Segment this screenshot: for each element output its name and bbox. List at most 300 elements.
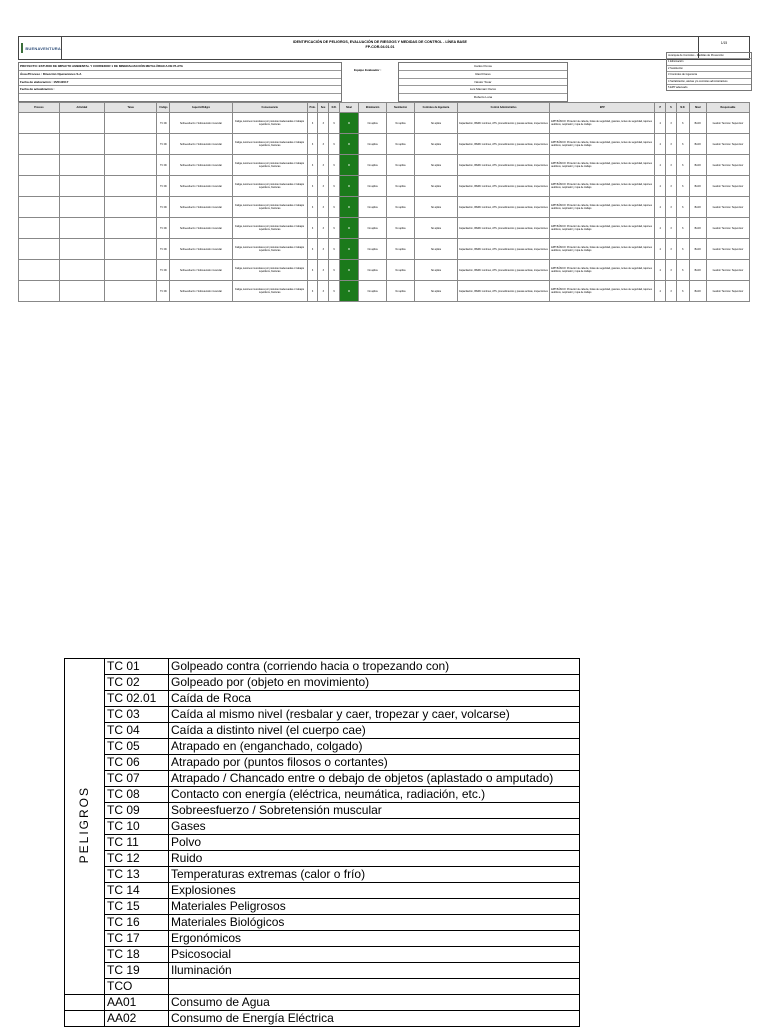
- column-header: Aspecto/Peligro: [170, 103, 232, 113]
- table-cell: 3: [318, 281, 329, 302]
- table-cell: Gestión Técnica / Supervisor: [706, 134, 749, 155]
- table-cell: 6: [676, 218, 689, 239]
- table-cell: 3: [307, 113, 318, 134]
- hazard-description: Atrapado / Chancado entre o debajo de objetos (aplastado o amputado): [169, 771, 580, 787]
- table-cell: 2: [655, 134, 666, 155]
- column-header: Actividad: [59, 103, 104, 113]
- hazard-code-row: [65, 899, 580, 915]
- table-cell: No aplica: [359, 197, 387, 218]
- matrix-sheet: [18, 36, 750, 302]
- table-cell: EPP BÁSICO: Protector de cabeza, botas de seguridad, guantes, lentes de seguridad, tapones auditivos, respirador y ropa de trabajo: [550, 218, 655, 239]
- table-cell: 3: [666, 281, 677, 302]
- column-header: Eliminación: [359, 103, 387, 113]
- hazard-code-row: [65, 931, 580, 947]
- hazard-description: Ruido: [169, 851, 580, 867]
- hazard-code: TC 02.01: [105, 691, 169, 707]
- hazard-code-row: [65, 963, 580, 979]
- table-cell: 6: [676, 260, 689, 281]
- table-cell: 3: [666, 134, 677, 155]
- table-cell: Fatiga, lesiones musculares por posturas inadecuadas o trabajos repetitivos, fracturas: [232, 197, 307, 218]
- table-cell: [19, 134, 60, 155]
- table-cell: BAJO: [689, 197, 706, 218]
- table-cell: No aplica: [414, 113, 457, 134]
- table-cell: 2: [655, 218, 666, 239]
- aspect-description: Consumo de Energía Eléctrica: [169, 1011, 580, 1027]
- table-cell: 6: [676, 113, 689, 134]
- table-cell: Capacitación, IPERC continuo, ATS, procedimientos y pausas activas, inspecciones: [457, 113, 549, 134]
- hazard-code: TC 02: [105, 675, 169, 691]
- table-cell: 2: [655, 197, 666, 218]
- legend-line: 5 EPP adecuado: [668, 85, 688, 89]
- table-cell: Sobreesfuerzo / Sobretensión muscular: [170, 218, 232, 239]
- aspects-group-cell: [65, 1011, 105, 1027]
- hazard-code-row: [65, 819, 580, 835]
- table-cell: M: [339, 260, 358, 281]
- evaluator: Raúl Flores: [399, 71, 567, 79]
- table-cell: [104, 260, 157, 281]
- table-cell: M: [339, 155, 358, 176]
- hazard-code: TC 14: [105, 883, 169, 899]
- legend-line: 2 Sustitución: [667, 66, 751, 72]
- table-cell: [59, 218, 104, 239]
- table-cell: No aplica: [387, 281, 415, 302]
- table-cell: Fatiga, lesiones musculares por posturas inadecuadas o trabajos repetitivos, fracturas: [232, 176, 307, 197]
- table-cell: 6: [676, 197, 689, 218]
- hazard-description: Caída de Roca: [169, 691, 580, 707]
- table-cell: [104, 197, 157, 218]
- hazard-code-row: [65, 867, 580, 883]
- control-hierarchy-legend: [666, 52, 752, 91]
- column-header: N.R.: [676, 103, 689, 113]
- hazard-code-row: [65, 803, 580, 819]
- table-cell: BAJO: [689, 176, 706, 197]
- aspect-code-row: [65, 1011, 580, 1027]
- table-cell: Fatiga, lesiones musculares por posturas inadecuadas o trabajos repetitivos, fracturas: [232, 239, 307, 260]
- table-cell: Capacitación, IPERC continuo, ATS, procedimientos y pausas activas, inspecciones: [457, 176, 549, 197]
- hazard-description: Atrapado por (puntos filosos o cortantes): [169, 755, 580, 771]
- meta-project: PROYECTO: ESTUDIO DE IMPACTO AMBIENTAL Y CORREDOR 1 DE MINERALIZACIÓN METALÚRGICA DE PLATA: [19, 63, 341, 71]
- title-line-1: IDENTIFICACIÓN DE PELIGROS, EVALUACIÓN DE RIESGOS Y MEDIDAS DE CONTROL - LÍNEA BASE: [293, 40, 467, 44]
- aspect-code: AA02: [105, 1011, 169, 1027]
- table-cell: 3: [318, 134, 329, 155]
- meta-updated: Fecha de actualización :: [19, 86, 341, 94]
- hazard-code: TC 11: [105, 835, 169, 851]
- evaluator: Néstor Tovar: [399, 79, 567, 87]
- table-cell: 3: [307, 176, 318, 197]
- column-header: Prob.: [307, 103, 318, 113]
- table-cell: 3: [307, 218, 318, 239]
- company-logo: [19, 37, 62, 59]
- hazard-code: TCO: [105, 979, 169, 995]
- table-cell: Sobreesfuerzo / Sobretensión muscular: [170, 281, 232, 302]
- column-header: Nivel: [339, 103, 358, 113]
- table-cell: No aplica: [387, 134, 415, 155]
- aspect-code-row: [65, 995, 580, 1011]
- table-cell: Gestión Técnica / Supervisor: [706, 281, 749, 302]
- legend-line: Jerarquía de Controles - Medidas de Prevención: [667, 53, 751, 59]
- hazard-code: TC 13: [105, 867, 169, 883]
- legend-line: 3 Controles de Ingeniería: [667, 72, 751, 78]
- table-cell: Capacitación, IPERC continuo, ATS, procedimientos y pausas activas, inspecciones: [457, 155, 549, 176]
- table-cell: BAJO: [689, 239, 706, 260]
- hazard-code-row: [65, 707, 580, 723]
- table-cell: Gestión Técnica / Supervisor: [706, 239, 749, 260]
- hazard-code: TC 18: [105, 947, 169, 963]
- table-cell: 2: [655, 239, 666, 260]
- table-cell: Capacitación, IPERC continuo, ATS, procedimientos y pausas activas, inspecciones: [457, 197, 549, 218]
- table-cell: TC 09: [157, 176, 170, 197]
- table-cell: EPP BÁSICO: Protector de cabeza, botas de seguridad, guantes, lentes de seguridad, tapones auditivos, respirador y ropa de trabajo: [550, 260, 655, 281]
- table-cell: No aplica: [359, 218, 387, 239]
- table-cell: No aplica: [359, 281, 387, 302]
- table-cell: TC 09: [157, 239, 170, 260]
- table-cell: [19, 239, 60, 260]
- hazard-code: TC 05: [105, 739, 169, 755]
- hazard-code: TC 16: [105, 915, 169, 931]
- column-header: N.R.: [329, 103, 340, 113]
- table-cell: 3: [318, 176, 329, 197]
- legend-line: 1 Eliminación: [667, 59, 751, 65]
- table-cell: M: [339, 218, 358, 239]
- table-cell: Fatiga, lesiones musculares por posturas inadecuadas o trabajos repetitivos, fracturas: [232, 281, 307, 302]
- table-cell: 3: [666, 113, 677, 134]
- hazard-codes-table: [64, 658, 580, 1027]
- table-cell: Sobreesfuerzo / Sobretensión muscular: [170, 134, 232, 155]
- hazard-code-row: [65, 723, 580, 739]
- table-cell: 9: [329, 155, 340, 176]
- column-header: P: [655, 103, 666, 113]
- table-cell: [104, 113, 157, 134]
- hazard-code: TC 06: [105, 755, 169, 771]
- column-header: Responsable: [706, 103, 749, 113]
- table-cell: Fatiga, lesiones musculares por posturas inadecuadas o trabajos repetitivos, fracturas: [232, 113, 307, 134]
- table-cell: 9: [329, 113, 340, 134]
- hazard-description: Explosiones: [169, 883, 580, 899]
- table-cell: TC 09: [157, 281, 170, 302]
- table-cell: No aplica: [387, 155, 415, 176]
- table-cell: TC 09: [157, 134, 170, 155]
- table-cell: No aplica: [387, 176, 415, 197]
- table-cell: 3: [666, 218, 677, 239]
- column-header: Tarea: [104, 103, 157, 113]
- table-cell: Sobreesfuerzo / Sobretensión muscular: [170, 260, 232, 281]
- table-cell: No aplica: [359, 113, 387, 134]
- table-cell: M: [339, 197, 358, 218]
- table-cell: [19, 260, 60, 281]
- table-cell: 6: [676, 239, 689, 260]
- table-cell: 6: [676, 134, 689, 155]
- table-cell: 3: [307, 134, 318, 155]
- table-cell: No aplica: [414, 155, 457, 176]
- hazard-code-row: [65, 739, 580, 755]
- table-cell: [104, 134, 157, 155]
- table-cell: [19, 197, 60, 218]
- aspect-code: AA01: [105, 995, 169, 1011]
- table-cell: EPP BÁSICO: Protector de cabeza, botas de seguridad, guantes, lentes de seguridad, tapones auditivos, respirador y ropa de trabajo: [550, 113, 655, 134]
- table-cell: No aplica: [414, 134, 457, 155]
- table-cell: No aplica: [387, 218, 415, 239]
- hazard-description: Contacto con energía (eléctrica, neumática, radiación, etc.): [169, 787, 580, 803]
- table-row: [19, 155, 750, 176]
- table-cell: Gestión Técnica / Supervisor: [706, 176, 749, 197]
- page-code: 1/15: [720, 41, 728, 45]
- hazard-code: TC 12: [105, 851, 169, 867]
- hazard-description: Polvo: [169, 835, 580, 851]
- table-cell: EPP BÁSICO: Protector de cabeza, botas de seguridad, guantes, lentes de seguridad, tapones auditivos, respirador y ropa de trabajo: [550, 239, 655, 260]
- table-cell: 3: [307, 155, 318, 176]
- table-cell: 9: [329, 239, 340, 260]
- table-cell: [59, 113, 104, 134]
- table-cell: 3: [318, 113, 329, 134]
- table-cell: Sobreesfuerzo / Sobretensión muscular: [170, 113, 232, 134]
- column-header: S: [666, 103, 677, 113]
- table-cell: Sobreesfuerzo / Sobretensión muscular: [170, 239, 232, 260]
- table-cell: 3: [307, 281, 318, 302]
- table-cell: No aplica: [414, 218, 457, 239]
- hazard-description: Iluminación: [169, 963, 580, 979]
- document-header: [18, 36, 750, 60]
- hazard-code: TC 04: [105, 723, 169, 739]
- hazard-code-row: [65, 851, 580, 867]
- evaluator: Roberto Luna: [473, 95, 493, 100]
- hazard-code-row: [65, 979, 580, 995]
- table-cell: No aplica: [359, 155, 387, 176]
- hazard-code: TC 01: [105, 659, 169, 675]
- hazard-code: TC 07: [105, 771, 169, 787]
- table-cell: 3: [307, 239, 318, 260]
- hazard-code: TC 15: [105, 899, 169, 915]
- table-cell: No aplica: [414, 260, 457, 281]
- hazard-code-row: [65, 755, 580, 771]
- meta-blank: [19, 94, 341, 101]
- table-cell: TC 09: [157, 155, 170, 176]
- table-row: [19, 239, 750, 260]
- table-cell: TC 09: [157, 197, 170, 218]
- table-cell: [19, 155, 60, 176]
- evaluator-list: [398, 62, 568, 102]
- hazard-code-row: [65, 675, 580, 691]
- table-cell: EPP BÁSICO: Protector de cabeza, botas de seguridad, guantes, lentes de seguridad, tapones auditivos, respirador y ropa de trabajo: [550, 134, 655, 155]
- hazard-code: TC 03: [105, 707, 169, 723]
- table-cell: Gestión Técnica / Supervisor: [706, 155, 749, 176]
- meta-created: Fecha de elaboración : 15/01/2017: [19, 79, 341, 87]
- table-cell: [104, 239, 157, 260]
- table-cell: No aplica: [359, 176, 387, 197]
- table-cell: 3: [666, 239, 677, 260]
- column-header: Proceso: [19, 103, 60, 113]
- hazard-description: Psicosocial: [169, 947, 580, 963]
- hazard-code: TC 09: [105, 803, 169, 819]
- hazard-description: Golpeado contra (corriendo hacia o tropezando con): [169, 659, 580, 675]
- table-cell: [104, 218, 157, 239]
- table-cell: Sobreesfuerzo / Sobretensión muscular: [170, 155, 232, 176]
- hazard-description: Materiales Peligrosos: [169, 899, 580, 915]
- hazard-description: Caída a distinto nivel (el cuerpo cae): [169, 723, 580, 739]
- table-cell: No aplica: [387, 260, 415, 281]
- table-cell: 9: [329, 197, 340, 218]
- column-header: EPP: [550, 103, 655, 113]
- table-cell: 3: [666, 176, 677, 197]
- table-cell: No aplica: [387, 239, 415, 260]
- table-cell: Fatiga, lesiones musculares por posturas inadecuadas o trabajos repetitivos, fracturas: [232, 218, 307, 239]
- table-cell: No aplica: [414, 239, 457, 260]
- table-row: [19, 197, 750, 218]
- title-line-2: FP-COR-04.01.01: [365, 45, 395, 49]
- table-cell: M: [339, 113, 358, 134]
- column-header: Controles de Ingeniería: [414, 103, 457, 113]
- table-cell: BAJO: [689, 113, 706, 134]
- table-cell: 6: [676, 281, 689, 302]
- table-cell: 2: [655, 260, 666, 281]
- table-cell: 3: [318, 260, 329, 281]
- table-cell: [59, 176, 104, 197]
- hazard-code-row: [65, 915, 580, 931]
- table-cell: [19, 218, 60, 239]
- evaluator: Carlos Ponce: [399, 63, 567, 71]
- table-cell: 9: [329, 134, 340, 155]
- table-cell: BAJO: [689, 218, 706, 239]
- table-cell: 3: [318, 155, 329, 176]
- table-cell: 6: [676, 155, 689, 176]
- table-cell: 2: [655, 281, 666, 302]
- hazard-code-row: [65, 771, 580, 787]
- table-body: [19, 113, 750, 302]
- table-header-row: [19, 103, 750, 113]
- aspects-group-cell: [65, 995, 105, 1011]
- table-cell: Sobreesfuerzo / Sobretensión muscular: [170, 197, 232, 218]
- hazard-code-row: [65, 659, 580, 675]
- table-cell: Sobreesfuerzo / Sobretensión muscular: [170, 176, 232, 197]
- table-cell: EPP BÁSICO: Protector de cabeza, botas de seguridad, guantes, lentes de seguridad, tapones auditivos, respirador y ropa de trabajo: [550, 155, 655, 176]
- table-cell: No aplica: [359, 260, 387, 281]
- table-cell: M: [339, 134, 358, 155]
- table-cell: 9: [329, 218, 340, 239]
- table-cell: Gestión Técnica / Supervisor: [706, 218, 749, 239]
- table-cell: [19, 281, 60, 302]
- table-cell: 3: [318, 197, 329, 218]
- logo-text: BUENAVENTURA: [25, 45, 61, 51]
- table-cell: BAJO: [689, 260, 706, 281]
- table-cell: Fatiga, lesiones musculares por posturas inadecuadas o trabajos repetitivos, fracturas: [232, 260, 307, 281]
- table-cell: No aplica: [414, 197, 457, 218]
- hazard-description: [169, 979, 580, 995]
- table-cell: Gestión Técnica / Supervisor: [706, 113, 749, 134]
- table-cell: TC 09: [157, 113, 170, 134]
- table-cell: No aplica: [414, 281, 457, 302]
- table-cell: Capacitación, IPERC continuo, ATS, procedimientos y pausas activas, inspecciones: [457, 218, 549, 239]
- logo-icon: [21, 43, 23, 53]
- table-cell: Capacitación, IPERC continuo, ATS, procedimientos y pausas activas, inspecciones: [457, 134, 549, 155]
- aspect-description: Consumo de Agua: [169, 995, 580, 1011]
- table-cell: [59, 134, 104, 155]
- table-cell: M: [339, 281, 358, 302]
- table-cell: Gestión Técnica / Supervisor: [706, 260, 749, 281]
- hazard-code-row: [65, 947, 580, 963]
- table-cell: Fatiga, lesiones musculares por posturas inadecuadas o trabajos repetitivos, fracturas: [232, 134, 307, 155]
- table-cell: 3: [666, 260, 677, 281]
- hazard-description: Ergonómicos: [169, 931, 580, 947]
- column-header: Control Administrativo: [457, 103, 549, 113]
- hazard-code: TC 10: [105, 819, 169, 835]
- table-cell: Fatiga, lesiones musculares por posturas inadecuadas o trabajos repetitivos, fracturas: [232, 155, 307, 176]
- hazard-description: Temperaturas extremas (calor o frío): [169, 867, 580, 883]
- table-cell: [59, 239, 104, 260]
- hazard-code: TC 17: [105, 931, 169, 947]
- hazard-description: Golpeado por (objeto en movimiento): [169, 675, 580, 691]
- table-cell: BAJO: [689, 281, 706, 302]
- table-cell: No aplica: [359, 134, 387, 155]
- table-cell: 3: [307, 260, 318, 281]
- meta-block: [18, 54, 750, 100]
- table-cell: [59, 281, 104, 302]
- table-cell: 9: [329, 281, 340, 302]
- hazard-code: TC 19: [105, 963, 169, 979]
- table-cell: Gestión Técnica / Supervisor: [706, 197, 749, 218]
- table-cell: BAJO: [689, 134, 706, 155]
- hazard-description: Atrapado en (enganchado, colgado): [169, 739, 580, 755]
- column-header: Nivel: [689, 103, 706, 113]
- table-row: [19, 113, 750, 134]
- hazard-code-row: [65, 691, 580, 707]
- table-cell: M: [339, 239, 358, 260]
- table-cell: 2: [655, 176, 666, 197]
- table-cell: 2: [655, 113, 666, 134]
- meta-area: Área /Proceso : Dirección Operaciones S.A: [19, 71, 341, 79]
- hazard-description: Materiales Biológicos: [169, 915, 580, 931]
- table-cell: No aplica: [414, 176, 457, 197]
- table-cell: 3: [666, 155, 677, 176]
- table-cell: 9: [329, 260, 340, 281]
- table-cell: Capacitación, IPERC continuo, ATS, procedimientos y pausas activas, inspecciones: [457, 260, 549, 281]
- table-cell: M: [339, 176, 358, 197]
- table-row: [19, 260, 750, 281]
- table-row: [19, 281, 750, 302]
- table-row: [19, 218, 750, 239]
- hazard-codes-body: [65, 659, 580, 1027]
- table-cell: EPP BÁSICO: Protector de cabeza, botas de seguridad, guantes, lentes de seguridad, tapones auditivos, respirador y ropa de trabajo: [550, 281, 655, 302]
- table-cell: Capacitación, IPERC continuo, ATS, procedimientos y pausas activas, inspecciones: [457, 239, 549, 260]
- table-row: [19, 134, 750, 155]
- hazard-code-row: [65, 835, 580, 851]
- evaluator-label: Equipo Evaluador :: [354, 68, 382, 72]
- table-cell: [59, 260, 104, 281]
- hazard-description: Caída al mismo nivel (resbalar y caer, tropezar y caer, volcarse): [169, 707, 580, 723]
- column-header: Sustitución: [387, 103, 415, 113]
- table-cell: 3: [307, 197, 318, 218]
- hazard-description: Sobreesfuerzo / Sobretensión muscular: [169, 803, 580, 819]
- table-cell: [104, 176, 157, 197]
- table-cell: [59, 155, 104, 176]
- table-cell: EPP BÁSICO: Protector de cabeza, botas de seguridad, guantes, lentes de seguridad, tapones auditivos, respirador y ropa de trabajo: [550, 197, 655, 218]
- table-cell: BAJO: [689, 155, 706, 176]
- document-title: [62, 37, 699, 59]
- table-cell: [19, 113, 60, 134]
- table-cell: 9: [329, 176, 340, 197]
- hazard-code-row: [65, 787, 580, 803]
- evaluator: Luis Mamani Oscco: [399, 86, 567, 94]
- table-cell: No aplica: [359, 239, 387, 260]
- meta-fields: [18, 62, 342, 102]
- risk-matrix-table: [18, 102, 750, 302]
- table-cell: EPP BÁSICO: Protector de cabeza, botas de seguridad, guantes, lentes de seguridad, tapones auditivos, respirador y ropa de trabajo: [550, 176, 655, 197]
- table-cell: No aplica: [387, 197, 415, 218]
- column-header: Código: [157, 103, 170, 113]
- hazards-group-label: PELIGROS: [77, 785, 91, 864]
- table-cell: 3: [318, 239, 329, 260]
- legend-line: 4 Señalización, alertas y/o controles administrativos: [667, 79, 751, 85]
- table-cell: 2: [655, 155, 666, 176]
- table-cell: [104, 281, 157, 302]
